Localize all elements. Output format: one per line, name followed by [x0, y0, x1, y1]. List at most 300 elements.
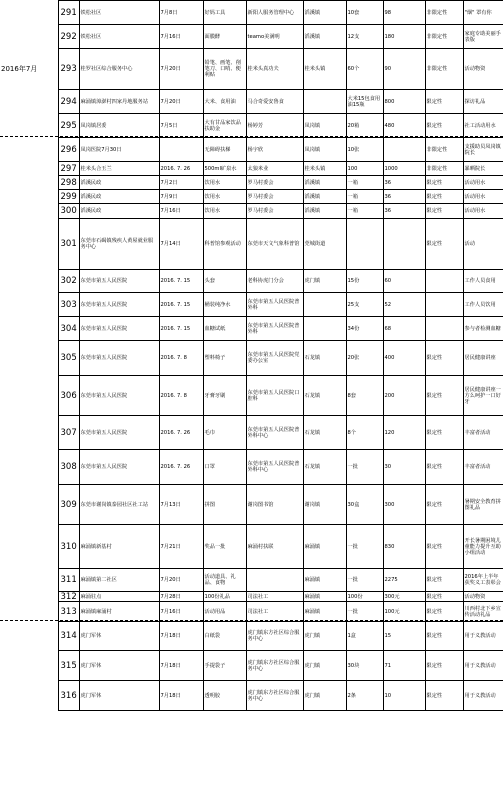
recipient-cell: 麻涌镇第二社区	[79, 569, 159, 592]
date-cell: 2016. 7. 26	[159, 450, 203, 485]
month-spacer	[0, 681, 58, 711]
goods-cell: 白纸袋	[203, 622, 246, 651]
donor-cell: 罗马村委会	[246, 204, 303, 219]
quantity-cell: 30块	[346, 651, 383, 681]
table-row	[0, 1, 503, 25]
goods-cell: 血糖试纸	[203, 317, 246, 341]
recipient-cell: 桂罗社区综合服务中心	[79, 49, 159, 90]
donor-cell: 罗马村委会	[246, 176, 303, 190]
town-cell: 虎门镇	[303, 651, 346, 681]
town-cell: 谢岗镇	[303, 485, 346, 525]
value-cell: 300元	[383, 592, 425, 602]
goods-cell: 牙膏牙刷	[203, 376, 246, 416]
value-cell: 300	[383, 485, 425, 525]
table-body	[0, 1, 503, 711]
type-cell: 限定性	[425, 204, 463, 219]
town-cell: 滔溪镇	[303, 176, 346, 190]
quantity-cell: 20张	[346, 341, 383, 376]
purpose-cell: 工作人员饮用	[463, 293, 503, 317]
donor-cell: 太狼米业	[246, 162, 303, 176]
date-cell: 7月18日	[159, 651, 203, 681]
recipient-cell: 麻涌镇麻涌村	[79, 602, 159, 622]
value-cell: 68	[383, 317, 425, 341]
purpose-cell: 居民健康讲座	[463, 341, 503, 376]
date-cell: 2016. 7. 26	[159, 416, 203, 450]
recipient-cell: 虎门军休	[79, 651, 159, 681]
date-cell: 7月20日	[159, 49, 203, 90]
type-cell: 限定性	[425, 450, 463, 485]
month-spacer	[0, 219, 58, 270]
type-cell	[425, 317, 463, 341]
goods-cell: 大有甘品家饮品扶助金	[203, 114, 246, 138]
month-spacer	[0, 317, 58, 341]
type-cell	[425, 270, 463, 293]
quantity-cell: 34份	[346, 317, 383, 341]
donor-cell: 麻涌村扶联	[246, 525, 303, 569]
row-number: 292	[58, 25, 79, 49]
donor-cell: 虎门镇东方社区综合服务中心	[246, 681, 303, 711]
date-cell	[159, 138, 203, 162]
table-row	[0, 114, 503, 138]
goods-cell: 无障碍扶梯	[203, 138, 246, 162]
month-spacer	[0, 176, 58, 190]
table-row	[0, 176, 503, 190]
page-break-line	[0, 620, 503, 621]
month-spacer	[0, 341, 58, 376]
value-cell: 98	[383, 1, 425, 25]
row-number: 316	[58, 681, 79, 711]
value-cell: 800	[383, 90, 425, 114]
donor-cell: 罗马村委会	[246, 190, 303, 204]
recipient-cell: 铁松社区	[79, 1, 159, 25]
quantity-cell: 60个	[346, 49, 383, 90]
purpose-cell: 用于义教活动	[463, 651, 503, 681]
month-spacer	[0, 450, 58, 485]
quantity-cell: 一批	[346, 525, 383, 569]
recipient-cell: 东莞市第五人民医院	[79, 416, 159, 450]
donor-cell: 东莞市第五人民医院普外科中心	[246, 416, 303, 450]
value-cell: 60	[383, 270, 425, 293]
value-cell: 36	[383, 204, 425, 219]
quantity-cell: 8套	[346, 376, 383, 416]
purpose-cell: 活动物资	[463, 49, 503, 90]
table-row	[0, 49, 503, 90]
quantity-cell	[346, 219, 383, 270]
row-number: 297	[58, 162, 79, 176]
goods-cell: 头套	[203, 270, 246, 293]
quantity-cell: 100份	[346, 592, 383, 602]
purpose-cell: 开长暑期困境儿童能力提升互助小组活动	[463, 525, 503, 569]
recipient-cell: 桂米头合玉兰	[79, 162, 159, 176]
table-row	[0, 602, 503, 622]
date-cell: 2016. 7. 8	[159, 376, 203, 416]
quantity-cell: 一批	[346, 569, 383, 592]
town-cell: 滔溪镇	[303, 190, 346, 204]
table-row	[0, 204, 503, 219]
value-cell: 15	[383, 622, 425, 651]
row-number: 307	[58, 416, 79, 450]
town-cell: 石龙镇	[303, 450, 346, 485]
value-cell: 100元	[383, 602, 425, 622]
date-cell: 7月2日	[159, 176, 203, 190]
table-row	[0, 190, 503, 204]
value-cell: 480	[383, 114, 425, 138]
type-cell: 非限定性	[425, 138, 463, 162]
month-spacer	[0, 651, 58, 681]
table-row	[0, 592, 503, 602]
quantity-cell: 一批	[346, 602, 383, 622]
recipient-cell: 麻涌镇新基村	[79, 525, 159, 569]
type-cell: 限定性	[425, 602, 463, 622]
row-number: 298	[58, 176, 79, 190]
row-number: 313	[58, 602, 79, 622]
donor-cell: teamo美满明	[246, 25, 303, 49]
recipient-cell: 虎门军休	[79, 622, 159, 651]
donor-cell: 桂米头真功夫	[246, 49, 303, 90]
type-cell: 限定性	[425, 681, 463, 711]
type-cell: 限定性	[425, 376, 463, 416]
purpose-cell: "烟" 罩有你	[463, 1, 503, 25]
donor-cell: 东莞市第五人民医院党委办公室	[246, 341, 303, 376]
date-cell: 7月13日	[159, 485, 203, 525]
table-row	[0, 162, 503, 176]
goods-cell: 面膜酵	[203, 25, 246, 49]
table-row	[0, 219, 503, 270]
donor-cell	[246, 569, 303, 592]
row-number: 291	[58, 1, 79, 25]
donor-cell: 司法社工	[246, 592, 303, 602]
town-cell: 石龙镇	[303, 341, 346, 376]
recipient-cell: 东莞市第五人民医院	[79, 376, 159, 416]
donor-cell: 司法社工	[246, 602, 303, 622]
month-spacer	[0, 485, 58, 525]
row-number: 301	[58, 219, 79, 270]
date-cell: 7月20日	[159, 90, 203, 114]
date-cell: 7月16日	[159, 602, 203, 622]
quantity-cell: 一箱	[346, 190, 383, 204]
donor-cell: 东莞市第五人民医院普外科中心	[246, 450, 303, 485]
quantity-cell: 25支	[346, 293, 383, 317]
type-cell: 限定性	[425, 485, 463, 525]
quantity-cell: 20箱	[346, 114, 383, 138]
value-cell: 52	[383, 293, 425, 317]
recipient-cell: 虎门军休	[79, 681, 159, 711]
town-cell: 凤岗镇	[303, 138, 346, 162]
town-cell	[303, 293, 346, 317]
recipient-cell: 滔溪民政	[79, 204, 159, 219]
quantity-cell: 12支	[346, 25, 383, 49]
value-cell	[383, 138, 425, 162]
date-cell: 2016. 7. 15	[159, 317, 203, 341]
table-row	[0, 651, 503, 681]
date-cell: 7月20日	[159, 569, 203, 592]
purpose-cell: 活动	[463, 219, 503, 270]
type-cell: 限定性	[425, 651, 463, 681]
value-cell: 830	[383, 525, 425, 569]
donor-cell: 谢岗图书馆	[246, 485, 303, 525]
value-cell: 90	[383, 49, 425, 90]
type-cell: 限定性	[425, 190, 463, 204]
purpose-cell: 活动用水	[463, 176, 503, 190]
row-number: 311	[58, 569, 79, 592]
type-cell: 限定性	[425, 592, 463, 602]
recipient-cell: 滔溪民政	[79, 176, 159, 190]
purpose-cell: 活动物资	[463, 592, 503, 602]
date-cell: 7月16日	[159, 25, 203, 49]
value-cell: 30	[383, 450, 425, 485]
type-cell	[425, 293, 463, 317]
month-spacer	[0, 569, 58, 592]
purpose-cell: 用于义教活动	[463, 622, 503, 651]
table-row	[0, 25, 503, 49]
month-spacer	[0, 376, 58, 416]
month-spacer	[0, 525, 58, 569]
value-cell: 180	[383, 25, 425, 49]
type-cell: 限定性	[425, 525, 463, 569]
recipient-cell: 东莞市第五人民医院	[79, 270, 159, 293]
date-cell: 7月21日	[159, 525, 203, 569]
goods-cell: 大米、食用油	[203, 90, 246, 114]
donor-cell: 杨宇欣	[246, 138, 303, 162]
goods-cell: 饮用水	[203, 204, 246, 219]
row-number: 300	[58, 204, 79, 219]
row-number: 293	[58, 49, 79, 90]
goods-cell: 手提袋子	[203, 651, 246, 681]
purpose-cell: 活动用水	[463, 204, 503, 219]
purpose-cell: 参与者检测血糖	[463, 317, 503, 341]
table-row	[0, 293, 503, 317]
table-row	[0, 681, 503, 711]
town-cell: 石龙镇	[303, 376, 346, 416]
type-cell: 限定性	[425, 569, 463, 592]
purpose-cell: 暑期安全教育拼图礼品	[463, 485, 503, 525]
date-cell: 7月18日	[159, 681, 203, 711]
goods-cell: 100份礼品	[203, 592, 246, 602]
month-spacer	[0, 270, 58, 293]
goods-cell: 饮用水	[203, 190, 246, 204]
town-cell: 滔溪镇	[303, 25, 346, 49]
value-cell: 1000	[383, 162, 425, 176]
table-row	[0, 485, 503, 525]
month-spacer	[0, 162, 58, 176]
row-number: 294	[58, 90, 79, 114]
town-cell: 虎门镇	[303, 622, 346, 651]
goods-cell: 塑料椅子	[203, 341, 246, 376]
table-row	[0, 138, 503, 162]
town-cell: 桂米头镇	[303, 49, 346, 90]
row-number: 310	[58, 525, 79, 569]
table-row	[0, 341, 503, 376]
recipient-cell: 东莞市石碣镇残疾人黄屋就业服务中心	[79, 219, 159, 270]
quantity-cell: 大米15包食用油15瓶	[346, 90, 383, 114]
recipient-cell: 铁松社区	[79, 25, 159, 49]
quantity-cell: 一箱	[346, 204, 383, 219]
donor-cell: 虎门镇东方社区综合服务中心	[246, 622, 303, 651]
table-row	[0, 525, 503, 569]
recipient-cell: 麻涌驻点	[79, 592, 159, 602]
donor-cell: 东莞市第五人民医院普外科	[246, 293, 303, 317]
goods-cell: 拼图	[203, 485, 246, 525]
goods-cell: 奖品一批	[203, 525, 246, 569]
donor-cell: 马合奇爱安鲁食	[246, 90, 303, 114]
town-cell	[303, 317, 346, 341]
type-cell: 限定性	[425, 219, 463, 270]
row-number: 304	[58, 317, 79, 341]
month-label: 2016年7月	[1, 65, 38, 73]
type-cell: 限定性	[425, 416, 463, 450]
purpose-cell: 用于义教活动	[463, 681, 503, 711]
value-cell: 36	[383, 176, 425, 190]
table-row	[0, 317, 503, 341]
table-row	[0, 376, 503, 416]
quantity-cell: 8个	[346, 416, 383, 450]
date-cell: 2016. 7. 8	[159, 341, 203, 376]
purpose-cell: 丰富者活动	[463, 450, 503, 485]
row-number: 314	[58, 622, 79, 651]
town-cell: 凤岗镇	[303, 114, 346, 138]
purpose-cell: 居民健康讲座一方么呵护一口好牙	[463, 376, 503, 416]
month-spacer	[0, 602, 58, 622]
month-spacer	[0, 293, 58, 317]
row-number: 302	[58, 270, 79, 293]
purpose-cell: 探访礼品	[463, 90, 503, 114]
donor-cell: 新阳人服务管理中心	[246, 1, 303, 25]
recipient-cell: 东莞市第五人民医院	[79, 341, 159, 376]
row-number: 303	[58, 293, 79, 317]
purpose-cell: 社工活动用水	[463, 114, 503, 138]
town-cell: 麻涌镇	[303, 525, 346, 569]
purpose-cell: 丰富者活动	[463, 416, 503, 450]
row-number: 309	[58, 485, 79, 525]
value-cell: 400	[383, 341, 425, 376]
town-cell	[303, 90, 346, 114]
quantity-cell: 一批	[346, 450, 383, 485]
town-cell: 虎门镇	[303, 681, 346, 711]
town-cell: 莞城街道	[303, 219, 346, 270]
goods-cell: 铅笔、画笔、削笔刀、口哨、便利贴	[203, 49, 246, 90]
town-cell: 石龙镇	[303, 416, 346, 450]
purpose-cell: 工作人员食用	[463, 270, 503, 293]
type-cell: 限定性	[425, 90, 463, 114]
value-cell: 71	[383, 651, 425, 681]
quantity-cell: 10张	[346, 138, 383, 162]
row-number: 295	[58, 114, 79, 138]
town-cell: 麻涌镇	[303, 602, 346, 622]
table-row	[0, 450, 503, 485]
row-number: 299	[58, 190, 79, 204]
type-cell: 限定性	[425, 341, 463, 376]
table-row	[0, 569, 503, 592]
month-spacer	[0, 592, 58, 602]
date-cell: 7月9日	[159, 190, 203, 204]
table-row	[0, 270, 503, 293]
purpose-cell: 支援助员凤岗镇院长	[463, 138, 503, 162]
purpose-cell: 家庭专助美丽手表版	[463, 25, 503, 49]
goods-cell: 饮用水	[203, 176, 246, 190]
town-cell: 麻涌镇	[303, 569, 346, 592]
recipient-cell: 凤岗医院7月30日	[79, 138, 159, 162]
purpose-cell: 暴晒院长	[463, 162, 503, 176]
purpose-cell: 2016年上半年获奖义工表彰会	[463, 569, 503, 592]
value-cell	[383, 219, 425, 270]
recipient-cell: 麻涌镇漳澎村四家丹地服务站	[79, 90, 159, 114]
goods-cell: 500ml矿泉水	[203, 162, 246, 176]
quantity-cell: 1盒	[346, 622, 383, 651]
recipient-cell: 东莞市第五人民医院	[79, 293, 159, 317]
goods-cell: 桶装纯净水	[203, 293, 246, 317]
page-break-line	[0, 136, 503, 137]
town-cell: 虎门镇	[303, 270, 346, 293]
value-cell: 120	[383, 416, 425, 450]
goods-cell: 活动用品	[203, 602, 246, 622]
month-spacer	[0, 622, 58, 651]
goods-cell: 口罩	[203, 450, 246, 485]
month-spacer	[0, 138, 58, 162]
date-cell: 7月16日	[159, 204, 203, 219]
recipient-cell: 凤岗镇居委	[79, 114, 159, 138]
donor-cell: 虎门镇东方社区综合服务中心	[246, 651, 303, 681]
row-number: 305	[58, 341, 79, 376]
recipient-cell: 东莞市第五人民医院	[79, 317, 159, 341]
town-cell: 桂米头镇	[303, 162, 346, 176]
quantity-cell: 10套	[346, 1, 383, 25]
town-cell: 滔溪镇	[303, 204, 346, 219]
date-cell: 2016. 7. 15	[159, 293, 203, 317]
month-spacer	[0, 204, 58, 219]
donor-cell: 东莞市第五人民医院普外科	[246, 317, 303, 341]
purpose-cell: 川西村北下乡宣传活动礼品	[463, 602, 503, 622]
recipient-cell: 滔溪民政	[79, 190, 159, 204]
row-number: 315	[58, 651, 79, 681]
date-cell: 2016. 7. 15	[159, 270, 203, 293]
quantity-cell: 2条	[346, 681, 383, 711]
table-row	[0, 622, 503, 651]
date-cell: 7月8日	[159, 1, 203, 25]
date-cell: 7月5日	[159, 114, 203, 138]
quantity-cell: 15份	[346, 270, 383, 293]
donor-cell: 杨婷芳	[246, 114, 303, 138]
recipient-cell: 东莞市谢岗镇泰园社区社工站	[79, 485, 159, 525]
date-cell: 7月28日	[159, 592, 203, 602]
value-cell: 200	[383, 376, 425, 416]
month-spacer	[0, 416, 58, 450]
goods-cell: 透明胶	[203, 681, 246, 711]
type-cell: 非限定性	[425, 25, 463, 49]
recipient-cell: 东莞市第五人民医院	[79, 450, 159, 485]
value-cell: 36	[383, 190, 425, 204]
donor-cell: 东莞市第五人民医院口腔科	[246, 376, 303, 416]
goods-cell: 科普馆参观活动	[203, 219, 246, 270]
row-number: 306	[58, 376, 79, 416]
goods-cell: 毛巾	[203, 416, 246, 450]
quantity-cell: 一箱	[346, 176, 383, 190]
value-cell: 2275	[383, 569, 425, 592]
table-row	[0, 90, 503, 114]
type-cell: 非限定性	[425, 49, 463, 90]
type-cell: 限定性	[425, 114, 463, 138]
quantity-cell: 30盒	[346, 485, 383, 525]
town-cell: 滔溪镇	[303, 1, 346, 25]
row-number: 296	[58, 138, 79, 162]
date-cell: 2016. 7. 26	[159, 162, 203, 176]
donor-cell: 老科协虎门分会	[246, 270, 303, 293]
date-cell: 7月14日	[159, 219, 203, 270]
row-number: 312	[58, 592, 79, 602]
quantity-cell: 100	[346, 162, 383, 176]
month-spacer	[0, 190, 58, 204]
goods-cell: 活动道具、礼品、食物	[203, 569, 246, 592]
value-cell: 10	[383, 681, 425, 711]
